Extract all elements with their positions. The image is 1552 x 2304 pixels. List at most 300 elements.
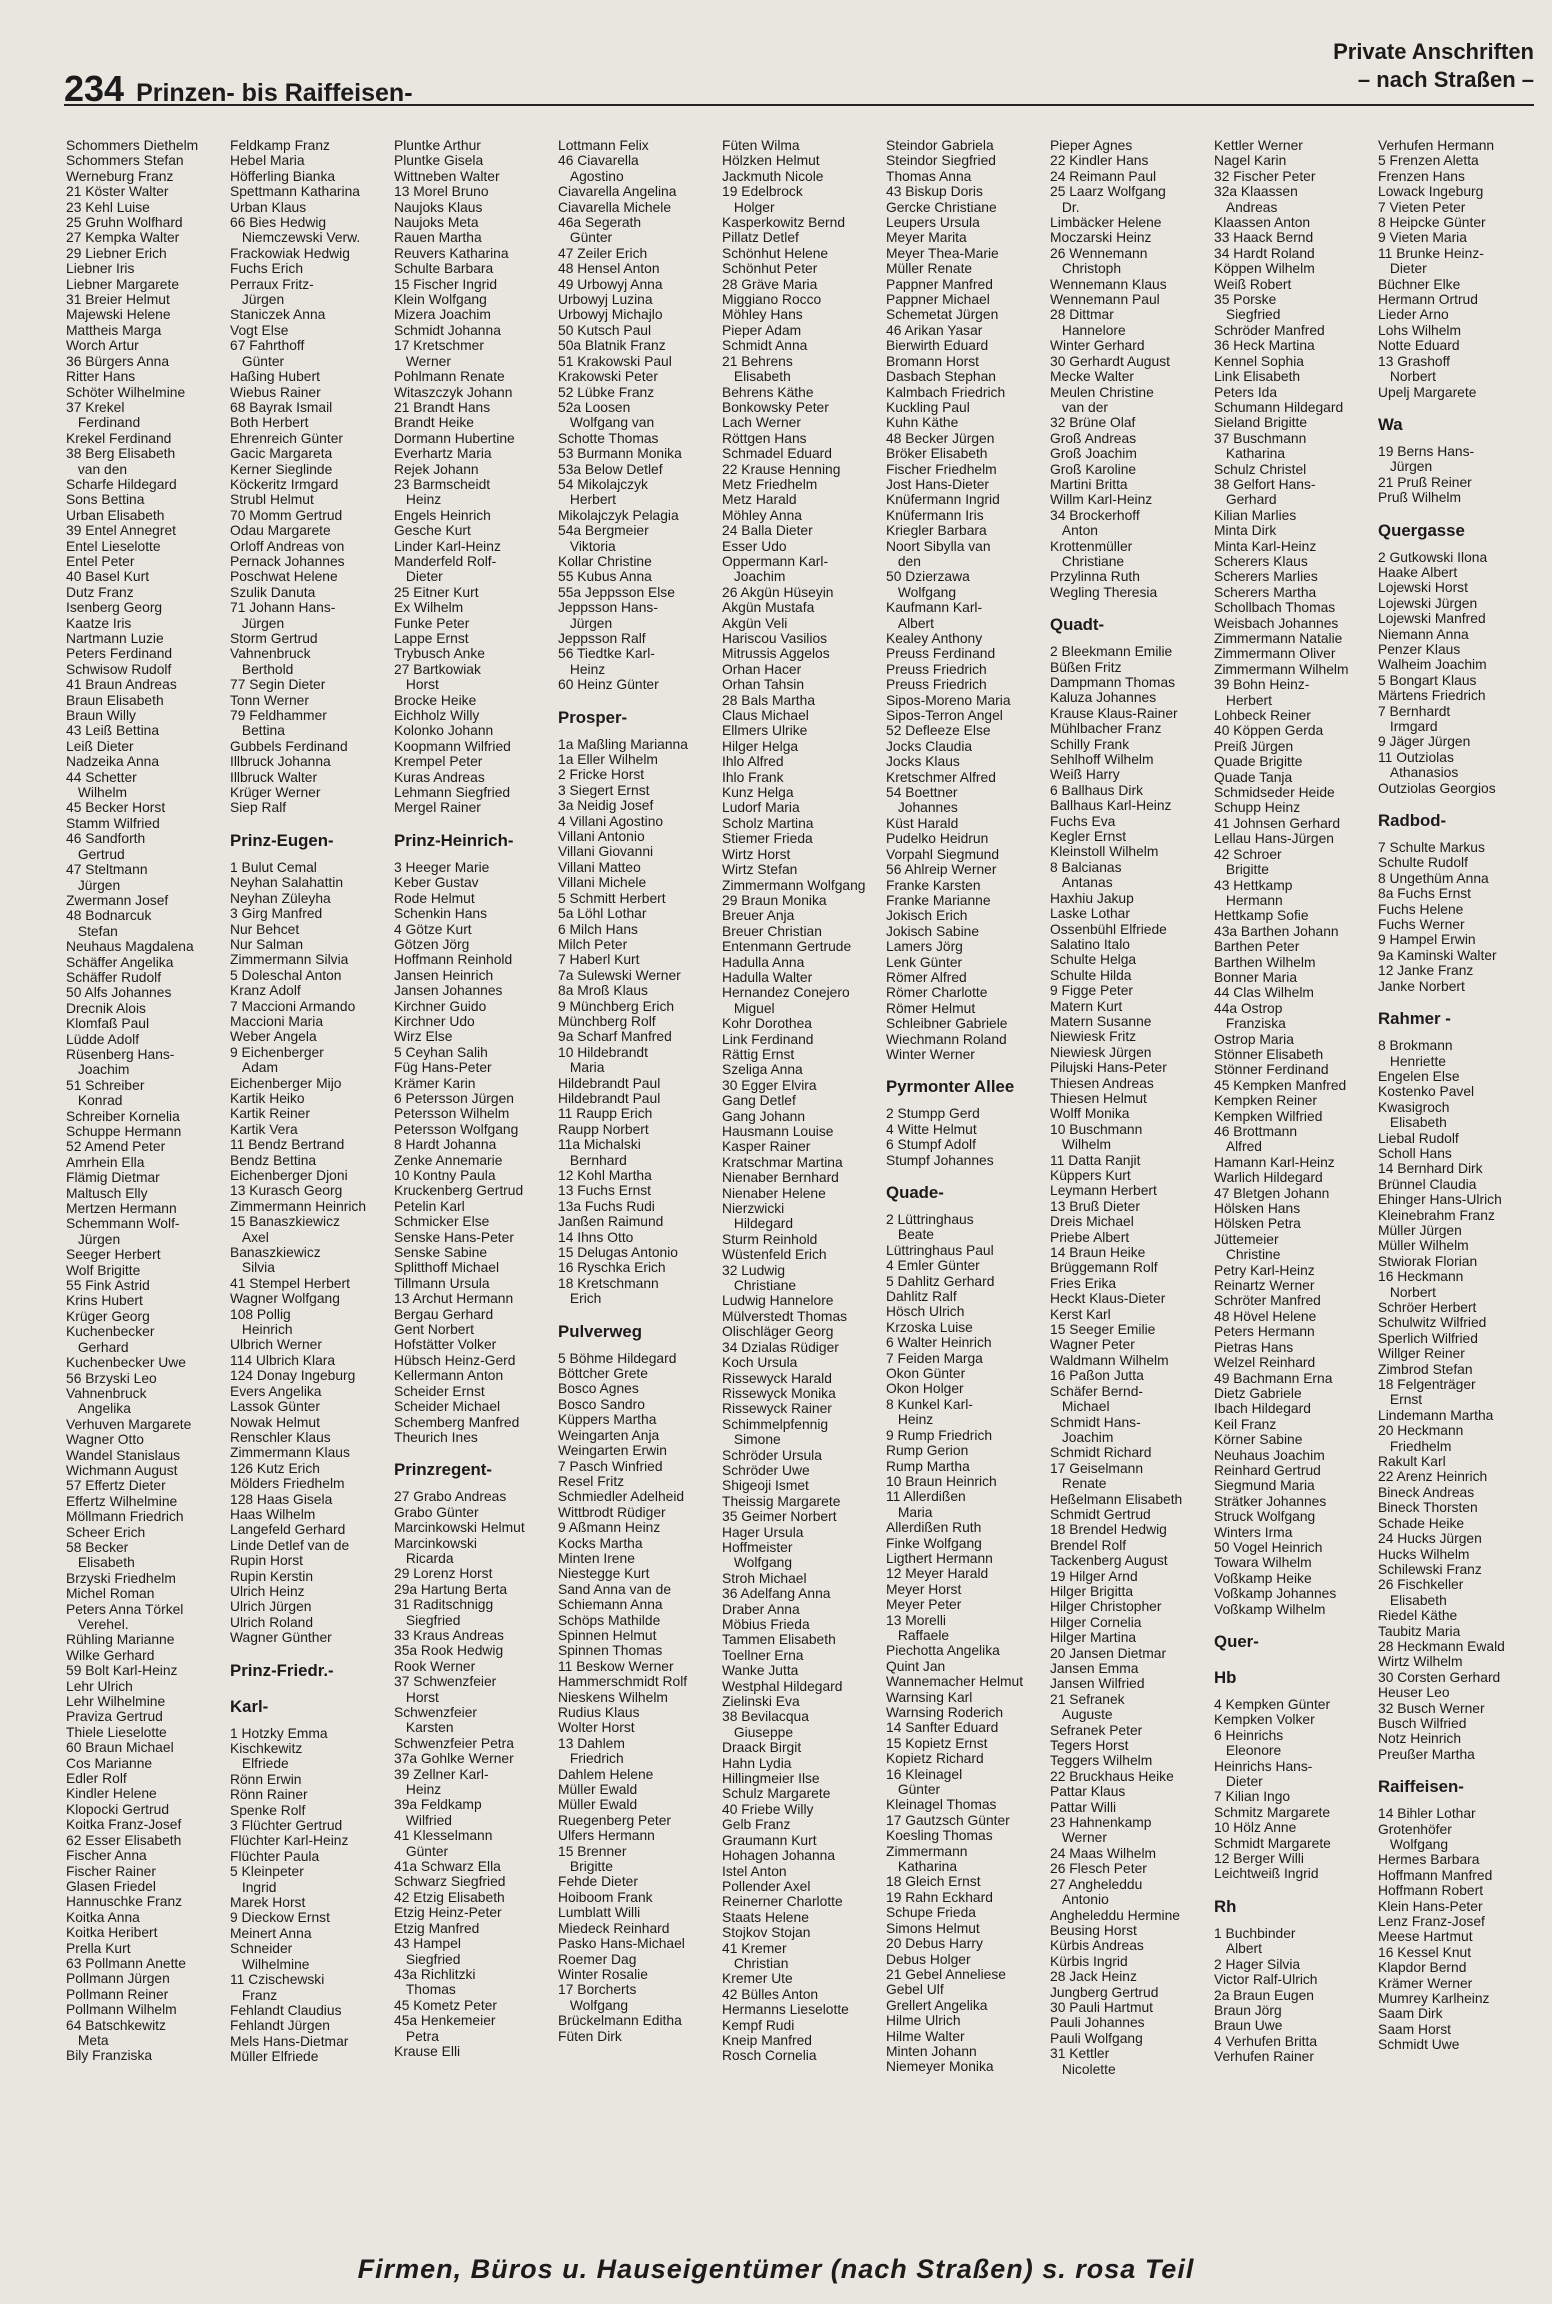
resident-entry: Toellner Erna: [722, 1646, 804, 1663]
resident-entry: Jansen Heinrich: [394, 966, 494, 983]
resident-entry: 14 Braun Heike: [1050, 1244, 1146, 1261]
resident-entry: Hermann Ortrud: [1378, 291, 1478, 308]
resident-entry: Franke Karsten: [886, 876, 981, 893]
resident-entry: Schommers Stefan: [66, 152, 184, 169]
resident-entry: Weingarten Erwin: [558, 1442, 667, 1459]
resident-entry: Kempf Rudi: [722, 2016, 795, 2033]
resident-entry: Fehlandt Jürgen: [230, 2017, 330, 2034]
resident-entry: Fuchs Werner: [1378, 916, 1465, 933]
street-heading: Prinz-Friedr.-: [230, 1660, 334, 1680]
resident-entry: Orhan Tahsin: [722, 676, 805, 693]
resident-entry: Praviza Gertrud: [66, 1708, 163, 1725]
resident-entry: 10 Buschmann: [1050, 1120, 1143, 1137]
listing-column-8: [1214, 138, 1378, 2138]
resident-entry: Krekel Ferdinand: [66, 429, 172, 446]
resident-entry: 51 Schreiber: [66, 1076, 145, 1093]
resident-entry: 48 Becker Jürgen: [886, 429, 995, 446]
resident-entry: 19 Hilger Arnd: [1050, 1567, 1138, 1584]
resident-entry: Minten Johann: [886, 2042, 977, 2059]
entry-continuation: Ernst: [1389, 1391, 1423, 1408]
resident-entry: Kerst Karl: [1050, 1305, 1111, 1322]
resident-entry: Groß Andreas: [1050, 429, 1137, 446]
entry-continuation: Elisabeth: [1389, 1114, 1447, 1131]
resident-entry: 24 Balla Dieter: [722, 522, 813, 539]
entry-continuation: Auguste: [1061, 1706, 1113, 1723]
resident-entry: Weber Angela: [230, 1028, 317, 1045]
resident-entry: Körner Sabine: [1214, 1431, 1303, 1448]
resident-entry: Janßen Raimund: [558, 1213, 664, 1230]
resident-entry: Hoffmann Reinhold: [394, 951, 513, 968]
resident-entry: Wüstenfeld Erich: [722, 1246, 827, 1263]
resident-entry: Brendel Rolf: [1050, 1536, 1127, 1553]
resident-entry: Metz Harald: [722, 491, 797, 508]
resident-entry: 1a Eller Wilhelm: [558, 751, 658, 768]
resident-entry: Poschwat Helene: [230, 568, 338, 585]
street-heading: Prinz-Heinrich-: [394, 830, 514, 850]
resident-entry: Rönn Erwin: [230, 1770, 302, 1787]
resident-entry: 18 Kretschmann: [558, 1274, 659, 1291]
resident-entry: Niemeyer Monika: [886, 2058, 994, 2075]
resident-entry: Jokisch Erich: [886, 907, 968, 924]
resident-entry: 15 Kopietz Ernst: [886, 1734, 988, 1751]
resident-entry: Warnsing Karl: [886, 1688, 973, 1705]
resident-entry: Riedel Käthe: [1378, 1607, 1458, 1624]
resident-entry: 36 Adelfang Anna: [722, 1585, 831, 1602]
resident-entry: Kneip Manfred: [722, 2031, 812, 2048]
resident-entry: Mergel Rainer: [394, 799, 481, 816]
resident-entry: Pieper Agnes: [1050, 138, 1133, 153]
resident-entry: Debus Holger: [886, 1950, 971, 1967]
resident-entry: 21 Köster Walter: [66, 183, 169, 200]
resident-entry: Müller Jürgen: [1378, 1221, 1462, 1238]
resident-entry: 9 Münchberg Erich: [558, 997, 675, 1014]
resident-entry: 1 Bulut Cemal: [230, 858, 317, 875]
resident-entry: Sefranek Peter: [1050, 1721, 1143, 1738]
entry-continuation: Petra: [405, 2027, 439, 2044]
resident-entry: Kealey Anthony: [886, 630, 983, 646]
resident-entry: Warnsing Roderich: [886, 1704, 1004, 1720]
resident-entry: 11 Datta Ranjit: [1050, 1151, 1141, 1168]
resident-entry: Majewski Helene: [66, 306, 171, 323]
resident-entry: 28 Jack Heinz: [1050, 1968, 1137, 1985]
resident-entry: Pollmann Reiner: [66, 1985, 169, 2002]
resident-entry: Küppers Kurt: [1050, 1167, 1131, 1183]
resident-entry: Etzig Heinz-Peter: [394, 1904, 502, 1921]
resident-entry: 43 Leiß Bettina: [66, 722, 160, 739]
resident-entry: Schommers Diethelm: [66, 138, 199, 153]
resident-entry: Hamann Karl-Heinz: [1214, 1153, 1335, 1170]
resident-entry: 68 Bayrak Ismail: [230, 398, 333, 415]
resident-entry: Peters Hermann: [1214, 1323, 1315, 1340]
resident-entry: Draber Anna: [722, 1600, 800, 1617]
resident-entry: Wirtz Stefan: [722, 861, 798, 878]
resident-entry: Schulte Helga: [1050, 951, 1137, 968]
resident-entry: 4 Verhufen Britta: [1214, 2032, 1318, 2049]
resident-entry: Fuchs Eva: [1050, 812, 1116, 829]
resident-entry: Strätker Johannes: [1214, 1492, 1327, 1509]
resident-entry: Hucks Wilhelm: [1378, 1545, 1470, 1562]
resident-entry: Büchner Elke: [1378, 275, 1461, 292]
resident-entry: Lappe Ernst: [394, 630, 469, 646]
resident-entry: 26 Flesch Peter: [1050, 1860, 1147, 1877]
resident-entry: 19 Edelbrock: [722, 183, 803, 200]
resident-entry: 39a Feldkamp: [394, 1796, 482, 1813]
header-divider: [64, 104, 1534, 106]
resident-entry: 4 Witte Helmut: [886, 1120, 977, 1137]
resident-entry: Spettmann Katharina: [230, 183, 360, 200]
resident-entry: Schumann Hildegard: [1214, 398, 1344, 415]
resident-entry: Hildebrandt Paul: [558, 1089, 661, 1106]
resident-entry: Wittbrodt Rüdiger: [558, 1503, 666, 1520]
resident-entry: 108 Pollig: [230, 1305, 291, 1322]
resident-entry: Nieskens Wilhelm: [558, 1688, 668, 1705]
resident-entry: Mülverstedt Thomas: [722, 1307, 848, 1324]
resident-entry: 34 Hardt Roland: [1214, 244, 1315, 261]
resident-entry: 9 Hampel Erwin: [1378, 931, 1476, 948]
resident-entry: 50a Blatnik Franz: [558, 337, 666, 354]
resident-entry: 46 Arikan Yasar: [886, 321, 983, 338]
entry-continuation: Meta: [77, 2031, 109, 2048]
resident-entry: Warlich Hildegard: [1214, 1169, 1323, 1186]
entry-continuation: Hildegard: [733, 1215, 794, 1232]
resident-entry: Rauen Martha: [394, 229, 482, 246]
resident-entry: Edler Rolf: [66, 1770, 127, 1787]
resident-entry: Liebal Rudolf: [1378, 1129, 1459, 1146]
resident-entry: Pudelko Heidrun: [886, 830, 989, 847]
resident-entry: Siegmund Maria: [1214, 1477, 1315, 1494]
entry-continuation: Günter: [569, 229, 613, 246]
resident-entry: 8 Kunkel Karl-: [886, 1395, 973, 1412]
resident-entry: Lach Werner: [722, 414, 801, 431]
resident-entry: Kalmbach Friedrich: [886, 383, 1006, 400]
resident-entry: Schupp Heinz: [1214, 799, 1301, 816]
resident-entry: Villani Giovanni: [558, 843, 654, 860]
resident-entry: Rissewyck Monika: [722, 1384, 836, 1401]
resident-entry: 13 Morelli: [886, 1611, 946, 1628]
resident-entry: 53a Below Detlef: [558, 460, 663, 477]
listing-columns: [66, 138, 1542, 2138]
resident-entry: Kindler Helene: [66, 1785, 157, 1802]
resident-entry: Zielinski Eva: [722, 1693, 800, 1710]
resident-entry: Link Ferdinand: [722, 1030, 814, 1047]
resident-entry: Jokisch Sabine: [886, 922, 980, 939]
resident-entry: Brandt Heike: [394, 414, 474, 431]
resident-entry: Nienaber Helene: [722, 1184, 826, 1201]
resident-entry: Schmidseder Heide: [1214, 784, 1335, 801]
resident-entry: Wiebus Rainer: [230, 383, 321, 400]
resident-entry: 7a Sulewski Werner: [558, 966, 681, 983]
resident-entry: Hebel Maria: [230, 152, 305, 169]
resident-entry: Ulfers Hermann: [558, 1827, 655, 1844]
entry-continuation: Angelika: [77, 1400, 131, 1417]
resident-entry: Stönner Elisabeth: [1214, 1045, 1324, 1062]
resident-entry: 33 Kraus Andreas: [394, 1626, 504, 1643]
resident-entry: Lojewski Manfred: [1378, 610, 1486, 627]
resident-entry: Kleinagel Thomas: [886, 1796, 997, 1813]
resident-entry: 67 Fahrthoff: [230, 337, 305, 354]
resident-entry: Jeppsson Hans-: [558, 599, 658, 616]
resident-entry: Kwasigroch: [1378, 1098, 1450, 1115]
resident-entry: Stojkov Stojan: [722, 1924, 811, 1941]
resident-entry: 47 Zeiler Erich: [558, 244, 648, 261]
resident-entry: 45 Becker Horst: [66, 799, 166, 816]
resident-entry: Victor Ralf-Ulrich: [1214, 1971, 1318, 1988]
resident-entry: 41a Schwarz Ella: [394, 1858, 501, 1875]
resident-entry: 16 Kleinagel: [886, 1765, 963, 1782]
section-title: [1333, 38, 1534, 94]
resident-entry: Splitthoff Michael: [394, 1259, 500, 1276]
resident-entry: Maccioni Maria: [230, 1012, 324, 1029]
resident-entry: 27 Bartkowiak: [394, 660, 481, 677]
resident-entry: Kunz Helga: [722, 784, 794, 801]
resident-entry: 12 Meyer Harald: [886, 1565, 989, 1582]
resident-entry: Hoffmann Manfred: [1378, 1866, 1493, 1883]
resident-entry: Büßen Fritz: [1050, 658, 1122, 675]
resident-entry: 32 Ludwig: [722, 1261, 786, 1278]
street-heading: Radbod-: [1378, 811, 1447, 831]
entry-continuation: Konrad: [77, 1092, 123, 1109]
entry-continuation: Albert: [1225, 1940, 1262, 1957]
resident-entry: Olischläger Georg: [722, 1323, 834, 1340]
resident-entry: Haas Wilhelm: [230, 1505, 316, 1522]
resident-entry: Kürbis Ingrid: [1050, 1952, 1128, 1969]
resident-entry: Lindemann Martha: [1378, 1406, 1494, 1423]
resident-entry: Cos Marianne: [66, 1754, 153, 1771]
resident-entry: Spinnen Helmut: [558, 1626, 657, 1643]
resident-entry: Kartik Heiko: [230, 1089, 305, 1106]
resident-entry: Hermes Barbara: [1378, 1851, 1480, 1868]
resident-entry: Schmidt Uwe: [1378, 2036, 1460, 2053]
resident-entry: Klapdor Bernd: [1378, 1959, 1467, 1976]
resident-entry: 6 Stumpf Adolf: [886, 1136, 976, 1153]
resident-entry: Meyer Thea-Marie: [886, 244, 999, 261]
resident-entry: Kranz Adolf: [230, 982, 301, 999]
resident-entry: Nur Salman: [230, 935, 304, 952]
resident-entry: 28 Bals Martha: [722, 691, 816, 708]
resident-entry: Niewiesk Jürgen: [1050, 1043, 1152, 1060]
entry-continuation: Horst: [405, 676, 439, 693]
resident-entry: Ex Wilhelm: [394, 599, 464, 616]
resident-entry: Mikolajczyk Pelagia: [558, 506, 679, 523]
resident-entry: Orhan Hacer: [722, 660, 802, 677]
resident-entry: 39 Zellner Karl-: [394, 1765, 489, 1782]
resident-entry: Tonn Werner: [230, 691, 309, 708]
resident-entry: Krempel Peter: [394, 753, 483, 770]
resident-entry: Hoffmann Robert: [1378, 1882, 1484, 1899]
resident-entry: Krämer Werner: [1378, 1974, 1473, 1991]
resident-entry: Krämer Karin: [394, 1074, 476, 1091]
resident-entry: 34 Brockerhoff: [1050, 506, 1140, 523]
resident-entry: Rump Martha: [886, 1457, 970, 1474]
resident-entry: 12 Janke Franz: [1378, 962, 1474, 979]
entry-continuation: Silvia: [241, 1259, 275, 1276]
entry-continuation: Beate: [897, 1226, 935, 1243]
resident-entry: Schmitz Margarete: [1214, 1803, 1331, 1820]
resident-entry: Münchberg Rolf: [558, 1012, 656, 1029]
resident-entry: Müller Renate: [886, 260, 973, 277]
resident-entry: 51 Krakowski Paul: [558, 352, 672, 369]
resident-entry: Kürbis Andreas: [1050, 1937, 1144, 1954]
resident-entry: 56 Ahlreip Werner: [886, 861, 997, 878]
resident-entry: Effertz Wilhelmine: [66, 1492, 178, 1509]
resident-entry: Kirchner Udo: [394, 1012, 475, 1029]
resident-entry: Hannuschke Franz: [66, 1893, 183, 1910]
entry-continuation: Gerhard: [1225, 491, 1277, 508]
entry-continuation: Christoph: [1061, 260, 1122, 277]
resident-entry: 6 Petersson Jürgen: [394, 1089, 514, 1106]
resident-entry: Sehlhoff Wilhelm: [1050, 751, 1154, 768]
resident-entry: 70 Momm Gertrud: [230, 506, 343, 523]
resident-entry: Villani Matteo: [558, 858, 641, 875]
resident-entry: 9 Vieten Maria: [1378, 229, 1467, 246]
resident-entry: Kasperkowitz Bernd: [722, 214, 846, 231]
resident-entry: Rupin Kerstin: [230, 1567, 314, 1584]
resident-entry: Meyer Horst: [886, 1580, 962, 1597]
entry-continuation: Henriette: [1389, 1052, 1446, 1069]
resident-entry: 7 Pasch Winfried: [558, 1457, 663, 1474]
resident-entry: 56 Tiedtke Karl-: [558, 645, 655, 662]
resident-entry: Zimmermann Wilhelm: [1214, 660, 1349, 677]
resident-entry: 11 Beskow Werner: [558, 1657, 674, 1674]
resident-entry: Tammen Elisabeth: [722, 1631, 836, 1648]
entry-continuation: den: [897, 552, 921, 569]
resident-entry: Mecke Walter: [1050, 368, 1135, 385]
resident-entry: Preuss Friedrich: [886, 676, 987, 693]
resident-entry: Janke Norbert: [1378, 977, 1465, 994]
entry-continuation: Irmgard: [1389, 718, 1438, 734]
resident-entry: Brückelmann Editha: [558, 2012, 682, 2029]
resident-entry: Claus Michael: [722, 707, 809, 724]
resident-entry: Gebel Ulf: [886, 1981, 944, 1998]
resident-entry: 62 Esser Elisabeth: [66, 1831, 182, 1848]
resident-entry: 8a Mroß Klaus: [558, 982, 648, 999]
street-heading: Rh: [1214, 1896, 1237, 1916]
resident-entry: Entenmann Gertrude: [722, 938, 852, 955]
resident-entry: Pollender Axel: [722, 1877, 811, 1894]
resident-entry: 19 Berns Hans-: [1378, 442, 1475, 459]
resident-entry: 41 Kremer: [722, 1939, 787, 1956]
entry-continuation: Norbert: [1389, 368, 1436, 385]
resident-entry: Eichholz Willy: [394, 707, 480, 724]
entry-continuation: Bernhard: [569, 1151, 627, 1168]
street-heading: Quer-: [1214, 1632, 1259, 1651]
resident-entry: Kempken Volker: [1214, 1711, 1315, 1728]
resident-entry: 15 Delugas Antonio: [558, 1244, 678, 1261]
resident-entry: Teggers Wilhelm: [1050, 1752, 1153, 1769]
resident-entry: Schmidt Gertrud: [1050, 1505, 1151, 1522]
entry-continuation: Elisabeth: [733, 368, 791, 385]
entry-continuation: Miguel: [733, 999, 775, 1016]
resident-entry: Pappner Michael: [886, 291, 990, 308]
resident-entry: Kremer Ute: [722, 1970, 793, 1987]
entry-continuation: Erich: [569, 1290, 602, 1307]
resident-entry: 54 Mikolajczyk: [558, 475, 648, 492]
resident-entry: Römer Helmut: [886, 999, 976, 1016]
resident-entry: Akgün Veli: [722, 614, 788, 631]
resident-entry: 30 Corsten Gerhard: [1378, 1668, 1501, 1685]
resident-entry: Schupe Frieda: [886, 1904, 976, 1921]
street-heading: Rahmer -: [1378, 1009, 1451, 1029]
resident-entry: 2 Hager Silvia: [1214, 1955, 1301, 1972]
resident-entry: Niewiesk Fritz: [1050, 1028, 1137, 1045]
resident-entry: Schröter Manfred: [1214, 1292, 1321, 1309]
resident-entry: Ciavarella Michele: [558, 198, 672, 215]
resident-entry: Ligthert Hermann: [886, 1549, 993, 1566]
resident-entry: Scheider Michael: [394, 1398, 501, 1415]
resident-entry: Fuchs Helene: [1378, 900, 1464, 917]
resident-entry: Pattar Willi: [1050, 1798, 1117, 1815]
resident-entry: Eichenberger Mijo: [230, 1074, 342, 1091]
resident-entry: Klein Wolfgang: [394, 291, 487, 308]
entry-continuation: Brigitte: [569, 1858, 613, 1875]
resident-entry: Grellert Angelika: [886, 1996, 988, 2013]
resident-entry: Petersson Wilhelm: [394, 1105, 510, 1122]
resident-entry: 128 Haas Gisela: [230, 1490, 333, 1507]
resident-entry: Lenk Günter: [886, 953, 963, 970]
resident-entry: Winter Werner: [886, 1045, 975, 1062]
resident-entry: 11 Bendz Bertrand: [230, 1136, 345, 1153]
resident-entry: Sperlich Wilfried: [1378, 1329, 1478, 1346]
entry-continuation: Stefan: [77, 922, 118, 939]
resident-entry: Ritter Hans: [66, 368, 136, 385]
resident-entry: Odau Margarete: [230, 522, 331, 539]
resident-entry: Bromann Horst: [886, 352, 980, 369]
resident-entry: Gang Johann: [722, 1107, 806, 1124]
resident-entry: 13a Fuchs Rudi: [558, 1197, 655, 1214]
resident-entry: 9 Aßmann Heinz: [558, 1519, 661, 1536]
resident-entry: Füten Dirk: [558, 2027, 622, 2044]
resident-entry: Koesling Thomas: [886, 1827, 993, 1844]
entry-continuation: Axel: [241, 1228, 269, 1245]
entry-continuation: Dieter: [1389, 260, 1427, 277]
resident-entry: Schmidt Richard: [1050, 1444, 1152, 1461]
resident-entry: Fischer Anna: [66, 1847, 147, 1864]
resident-entry: 33 Haack Bernd: [1214, 229, 1314, 246]
resident-entry: Zwermann Josef: [66, 891, 169, 908]
resident-entry: Eichenberger Djoni: [230, 1167, 348, 1183]
resident-entry: 24 Hucks Jürgen: [1378, 1530, 1482, 1547]
resident-entry: Rode Helmut: [394, 889, 475, 906]
resident-entry: Krakowski Peter: [558, 368, 658, 385]
resident-entry: Strubl Helmut: [230, 491, 314, 508]
resident-entry: Glasen Friedel: [66, 1877, 156, 1894]
resident-entry: 40 Basel Kurt: [66, 568, 150, 585]
resident-entry: 35a Rook Hedwig: [394, 1642, 504, 1659]
resident-entry: Simons Helmut: [886, 1919, 980, 1936]
resident-entry: 35 Porske: [1214, 291, 1277, 308]
resident-entry: Petersson Wolfgang: [394, 1120, 519, 1137]
resident-entry: Fehde Dieter: [558, 1873, 638, 1890]
resident-entry: Hariscou Vasilios: [722, 630, 828, 646]
resident-entry: Draack Birgit: [722, 1739, 802, 1756]
resident-entry: 9 Eichenberger: [230, 1043, 324, 1060]
resident-entry: Keber Gustav: [394, 874, 479, 891]
resident-entry: Witaszczyk Johann: [394, 383, 513, 400]
listing-column-4: [558, 138, 722, 2138]
resident-entry: 54a Bergmeier: [558, 522, 649, 539]
resident-entry: 4 Kempken Günter: [1214, 1696, 1331, 1712]
resident-entry: 23 Hahnenkamp: [1050, 1814, 1152, 1831]
entry-continuation: Dieter: [1225, 1773, 1263, 1790]
resident-entry: 2 Stumpp Gerd: [886, 1105, 980, 1122]
resident-entry: Evers Angelika: [230, 1382, 322, 1399]
resident-entry: Illbruck Johanna: [230, 753, 331, 770]
resident-entry: Heßelmann Elisabeth: [1050, 1490, 1183, 1507]
resident-entry: 36 Heck Martina: [1214, 337, 1315, 354]
resident-entry: 10 Braun Heinrich: [886, 1472, 997, 1489]
resident-entry: Götzen Jörg: [394, 935, 470, 952]
resident-entry: Hübsch Heinz-Gerd: [394, 1351, 516, 1368]
